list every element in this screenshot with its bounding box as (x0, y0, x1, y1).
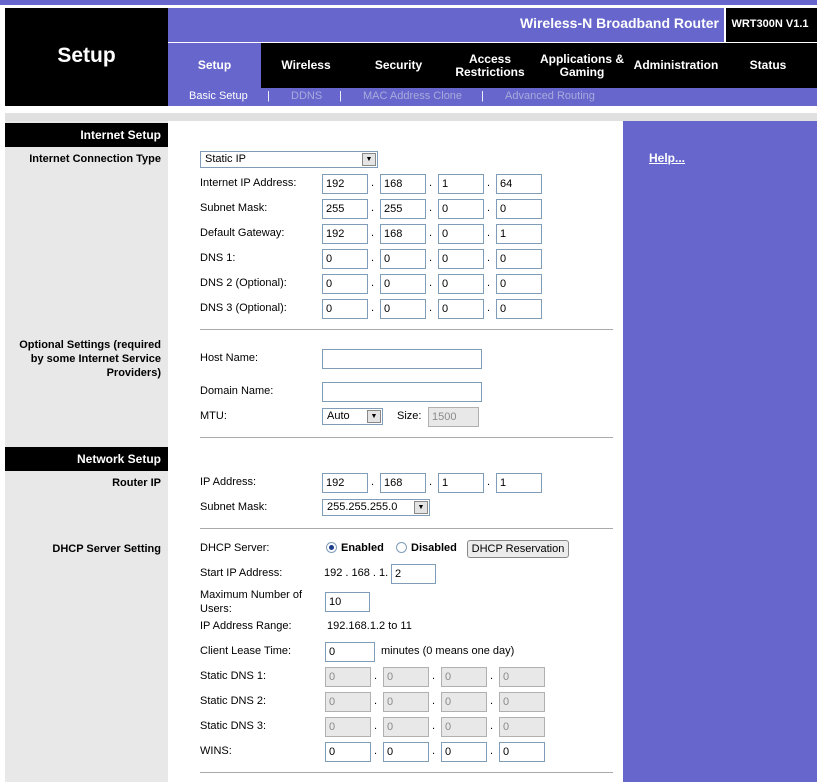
octet-separator: . (487, 277, 491, 289)
wins-octet-3[interactable] (441, 742, 487, 762)
internet-ip-octet-1[interactable] (322, 174, 368, 194)
static-dns-1-octet-1[interactable] (325, 667, 371, 687)
dns-1-octet-4[interactable] (496, 249, 542, 269)
internet-ip-octet-4[interactable] (496, 174, 542, 194)
default-gateway-label: Default Gateway: (200, 227, 285, 239)
product-name: Wireless-N Broadband Router (519, 15, 719, 31)
divider (200, 437, 613, 438)
mtu-size-input[interactable] (428, 407, 479, 427)
subnet-mask-octet-2[interactable] (380, 199, 426, 219)
octet-separator: . (487, 476, 491, 488)
dns-1-octet-3[interactable] (438, 249, 484, 269)
label-optional-settings: Optional Settings (required by some Internet Service Providers) (19, 339, 161, 379)
host-name-input[interactable] (322, 349, 482, 369)
octet-separator: . (429, 202, 433, 214)
octet-separator: . (487, 202, 491, 214)
section-header-network-setup: Network Setup (5, 447, 168, 471)
max-users-label: Maximum Number of Users: (200, 589, 303, 615)
dhcp-enabled-label: Enabled (341, 542, 384, 554)
router-ip-octet-1[interactable] (322, 473, 368, 493)
help-link[interactable]: Help... (649, 151, 686, 165)
octet-separator: . (432, 695, 436, 707)
router-subnet-select[interactable] (322, 499, 430, 516)
dns-3-octet-4[interactable] (496, 299, 542, 319)
static-dns-1-octet-3[interactable] (441, 667, 487, 687)
dns-2-octet-1[interactable] (322, 274, 368, 294)
default-gateway-octet-1[interactable] (322, 224, 368, 244)
router-subnet-value: 255.255.255.0 (327, 501, 398, 513)
chevron-down-icon: ▼ (414, 501, 428, 514)
size-label: Size: (397, 410, 422, 422)
page-title: Setup (57, 44, 116, 67)
wins-octet-2[interactable] (383, 742, 429, 762)
octet-separator: . (429, 277, 433, 289)
octet-separator: . (432, 745, 436, 757)
ip-range-label: IP Address Range: (200, 620, 292, 632)
dhcp-enabled-radio[interactable] (326, 542, 337, 553)
static-dns-3-octet-1[interactable] (325, 717, 371, 737)
divider (200, 329, 613, 330)
wins-octet-1[interactable] (325, 742, 371, 762)
static-dns-2-octet-2[interactable] (383, 692, 429, 712)
divider (200, 528, 613, 529)
connection-type-select[interactable] (200, 151, 378, 168)
host-name-label: Host Name: (200, 352, 259, 364)
default-gateway-octet-4[interactable] (496, 224, 542, 244)
subnet-mask-octet-4[interactable] (496, 199, 542, 219)
domain-name-input[interactable] (322, 382, 482, 402)
help-column-border (616, 121, 623, 782)
dhcp-disabled-label: Disabled (411, 542, 457, 554)
dns-3-octet-2[interactable] (380, 299, 426, 319)
mtu-label: MTU: (200, 410, 227, 422)
internet-ip-octet-3[interactable] (438, 174, 484, 194)
tab-wireless[interactable]: Wireless (281, 58, 331, 72)
subnet-mask-octet-1[interactable] (322, 199, 368, 219)
help-column (623, 121, 817, 782)
lease-time-label: Client Lease Time: (200, 645, 292, 657)
mtu-select[interactable] (322, 408, 383, 425)
dhcp-reservation-button[interactable]: DHCP Reservation (467, 540, 569, 558)
tab-setup[interactable]: Setup (168, 43, 261, 88)
static-dns-3-octet-4[interactable] (499, 717, 545, 737)
static-dns-1-octet-2[interactable] (383, 667, 429, 687)
tab-status[interactable]: Status (749, 58, 787, 72)
octet-separator: . (374, 695, 378, 707)
octet-separator: . (429, 227, 433, 239)
max-users-input[interactable] (325, 592, 370, 612)
subnav-separator: | (339, 90, 342, 102)
octet-separator: . (487, 252, 491, 264)
static-dns-2-octet-3[interactable] (441, 692, 487, 712)
dns-2-octet-3[interactable] (438, 274, 484, 294)
tab-applications-gaming[interactable]: Applications & Gaming (539, 51, 624, 79)
subnav-separator: | (481, 90, 484, 102)
octet-separator: . (490, 695, 494, 707)
top-accent-strip (0, 0, 817, 5)
octet-separator: . (429, 177, 433, 189)
lease-time-unit: minutes (0 means one day) (381, 645, 515, 657)
dns-2-octet-4[interactable] (496, 274, 542, 294)
octet-separator: . (429, 302, 433, 314)
mtu-value: Auto (327, 410, 350, 422)
subnav-advanced-routing[interactable]: Advanced Routing (505, 90, 595, 102)
ip-range-value: 192.168.1.2 to 11 (327, 620, 412, 632)
wins-label: WINS: (200, 745, 232, 757)
static-dns-3-octet-3[interactable] (441, 717, 487, 737)
dhcp-server-label: DHCP Server: (200, 542, 270, 554)
static-dns-3-label: Static DNS 3: (200, 720, 267, 732)
static-dns-3-octet-2[interactable] (383, 717, 429, 737)
octet-separator: . (374, 720, 378, 732)
static-dns-2-label: Static DNS 2: (200, 695, 267, 707)
internet-ip-octet-2[interactable] (380, 174, 426, 194)
divider (200, 772, 613, 773)
router-ip-label: IP Address: (200, 476, 257, 488)
lease-time-input[interactable] (325, 642, 375, 662)
octet-separator: . (374, 670, 378, 682)
default-gateway-octet-3[interactable] (438, 224, 484, 244)
octet-separator: . (371, 202, 375, 214)
connection-type-value: Static IP (205, 153, 246, 165)
dns-3-octet-1[interactable] (322, 299, 368, 319)
subnav-ddns[interactable]: DDNS (291, 90, 323, 102)
tab-administration[interactable]: Administration (633, 58, 719, 72)
octet-separator: . (487, 302, 491, 314)
octet-separator: . (490, 720, 494, 732)
dns-1-label: DNS 1: (200, 252, 236, 264)
octet-separator: . (487, 227, 491, 239)
subnet-mask-label: Subnet Mask: (200, 202, 268, 214)
chevron-down-icon: ▼ (367, 410, 381, 423)
start-ip-prefix: 192 . 168 . 1. (324, 567, 389, 579)
static-dns-1-octet-4[interactable] (499, 667, 545, 687)
sub-navigation (168, 88, 817, 106)
octet-separator: . (371, 277, 375, 289)
octet-separator: . (429, 252, 433, 264)
dns-2-octet-2[interactable] (380, 274, 426, 294)
subnav-separator: | (267, 90, 270, 102)
domain-name-label: Domain Name: (200, 385, 274, 397)
octet-separator: . (487, 177, 491, 189)
label-router-ip: Router IP (112, 477, 161, 489)
subnav-basic-setup[interactable]: Basic Setup (189, 90, 248, 102)
divider-bar (5, 113, 817, 121)
dhcp-disabled-radio[interactable] (396, 542, 407, 553)
dns-1-octet-2[interactable] (380, 249, 426, 269)
subnet-mask-octet-3[interactable] (438, 199, 484, 219)
octet-separator: . (432, 720, 436, 732)
octet-separator: . (371, 476, 375, 488)
octet-separator: . (371, 302, 375, 314)
octet-separator: . (429, 476, 433, 488)
octet-separator: . (371, 227, 375, 239)
default-gateway-octet-2[interactable] (380, 224, 426, 244)
label-internet-connection-type: Internet Connection Type (29, 153, 161, 165)
dns-3-octet-3[interactable] (438, 299, 484, 319)
internet-ip-label: Internet IP Address: (200, 177, 297, 189)
router-ip-octet-3[interactable] (438, 473, 484, 493)
router-ip-octet-4[interactable] (496, 473, 542, 493)
dns-1-octet-1[interactable] (322, 249, 368, 269)
tab-access-restrictions[interactable]: Access Restrictions (455, 51, 525, 79)
tab-security[interactable]: Security (374, 58, 423, 72)
label-dhcp-server-setting: DHCP Server Setting (52, 543, 161, 555)
section-header-internet-setup: Internet Setup (5, 123, 168, 147)
model-name: WRT300N V1.1 (731, 18, 809, 30)
static-dns-1-label: Static DNS 1: (200, 670, 267, 682)
static-dns-2-octet-4[interactable] (499, 692, 545, 712)
router-ip-octet-2[interactable] (380, 473, 426, 493)
octet-separator: . (490, 745, 494, 757)
start-ip-input[interactable] (391, 564, 436, 584)
octet-separator: . (432, 670, 436, 682)
wins-octet-4[interactable] (499, 742, 545, 762)
octet-separator: . (374, 745, 378, 757)
start-ip-label: Start IP Address: (200, 567, 283, 579)
octet-separator: . (490, 670, 494, 682)
chevron-down-icon: ▼ (362, 153, 376, 166)
static-dns-2-octet-1[interactable] (325, 692, 371, 712)
dns-2-label: DNS 2 (Optional): (200, 277, 287, 289)
octet-separator: . (371, 252, 375, 264)
octet-separator: . (371, 177, 375, 189)
router-subnet-label: Subnet Mask: (200, 501, 268, 513)
subnav-mac-address-clone[interactable]: MAC Address Clone (363, 90, 463, 102)
dns-3-label: DNS 3 (Optional): (200, 302, 287, 314)
